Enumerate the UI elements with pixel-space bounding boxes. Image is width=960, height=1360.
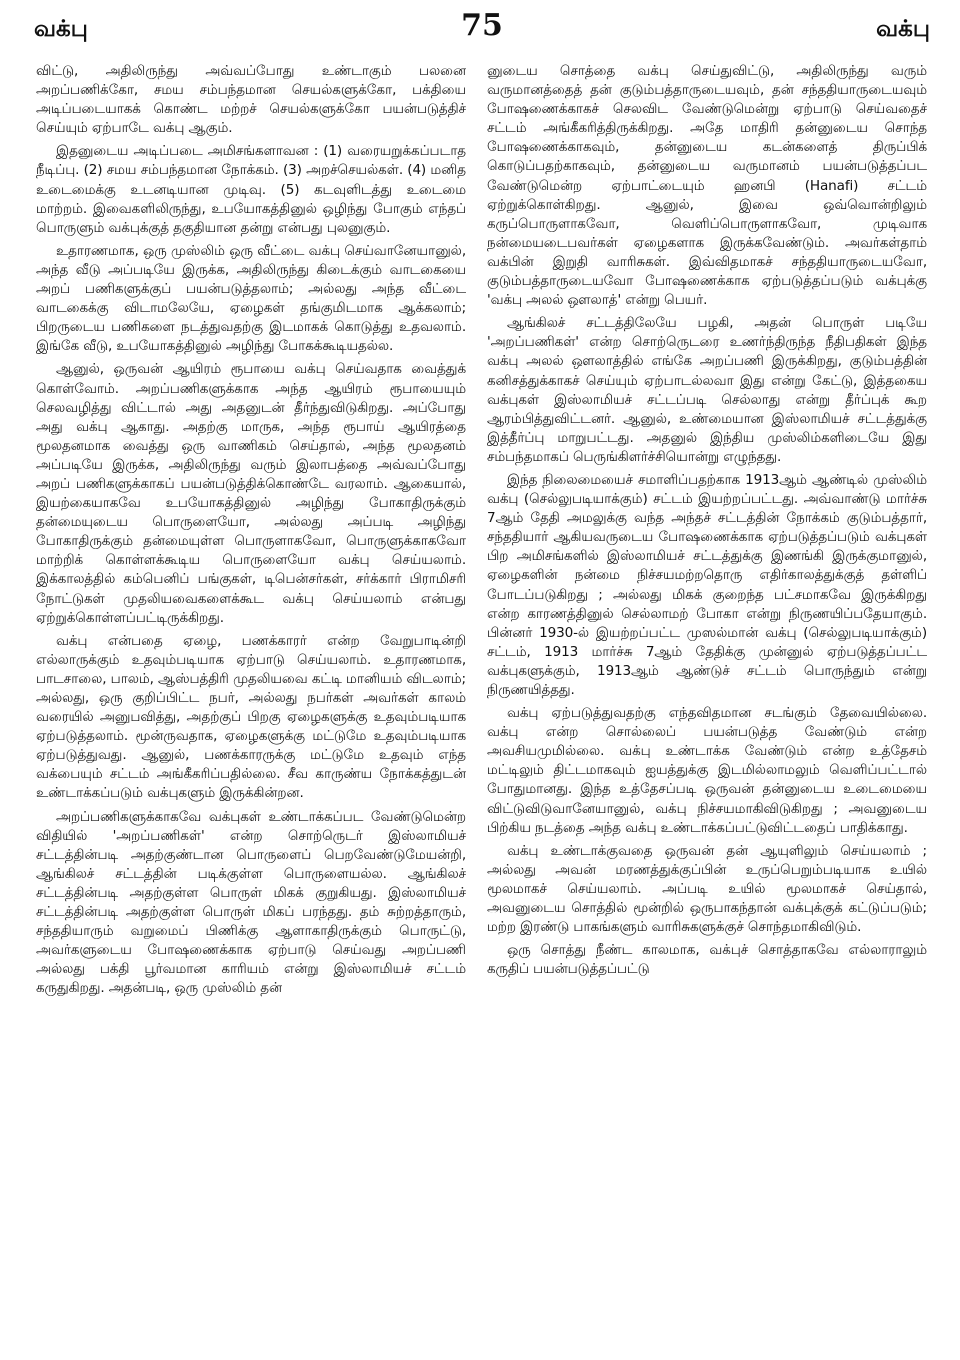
paragraph: உதாரணமாக, ஒரு முஸ்லிம் ஒரு வீட்டை வக்பு செய்வானேயானுல், அந்த வீடு அப்படியே இருக்க, அதிலிருந்து கிடைக்கும் வாடகையை அறப் பணிகளுக்குப் பயன்படுத்தலாம்; அல்லது அந்த வீட்டை வாடகைக்கு விடாமலேயே, ஏழைகள் தங்குமிடமாக ஆக்கலாம்; பிறருடைய பணிகளை நடத்துவதற்கு இடமாகக் கொடுத்து உதவலாம். இங்கே வீடு, உபயோகத்தினுல் அழிந்து போகக்கூடியதல்ல.	[36, 242, 466, 355]
paragraph: அறப்பணிகளுக்காகவே வக்புகள் உண்டாக்கப்பட வேண்டுமென்ற விதியில் 'அறப்பணிகள்' என்ற சொற்ருெடர் இஸ்லாமியச் சட்டத்தின்படி அதற்குண்டான பொருளைப் பெறவேண்டுமேயன்றி, ஆங்கிலச் சட்டத்தின் படிக்குள்ள பொருளையல்ல. ஆங்கிலச் சட்டத்தின்படி அதற்குள்ள பொருள் மிகக் குறுகியது. இஸ்லாமியச் சட்டத்தின்படி அதற்குள்ள பொருள் மிகப் பரந்தது. தம் சுற்றத்தாரும், சந்ததியாரும் வறுமைப் பிணிக்கு ஆளாகாதிருக்கும் பொருட்டு, அவர்களுடைய போஷணைக்காக ஏற்பாடு செய்வது அறப்பணி அல்லது பக்தி பூர்வமான காரியம் என்று இஸ்லாமியச் சட்டம் கருதுகிறது. அதன்படி, ஒரு முஸ்லிம் தன்	[36, 808, 466, 997]
page-header	[30, 8, 934, 50]
page-number: 75	[461, 8, 503, 43]
paragraph: னுடைய சொத்தை வக்பு செய்துவிட்டு, அதிலிருந்து வரும் வருமானத்தைத் தன் குடும்பத்தாருடையவும், தன் சந்ததியாருடையவும் போஷணைக்காகச் செலவிட வேண்டுமென்று ஏற்பாடு செய்வதைச் சட்டம் அங்கீகரித்திருக்கிறது. அதே மாதிரி தன்னுடைய சொந்த போஷணைக்காகவும், தன்னுடைய கடன்களைத் திருப்பிக் கொடுப்பதற்காகவும், தன்னுடைய வருமானம் பயன்படுத்தப்பட வேண்டுமென்ற ஏற்பாட்டையும் ஹனபி (Hanafi) சட்டம் ஏற்றுக்கொள்கிறது. ஆனுல், இவை ஒவ்வொன்றிலும் கருப்பொருளாகவோ, வெளிப்பொருளாகவோ, முடிவாக நன்மையடைபவர்கள் ஏழைகளாக இருக்கவேண்டும். அவர்கள்தாம் வக்பின் இறுதி வாரிசுகள். இவ்விதமாகச் சந்ததியாருடையவோ, குடும்பத்தாருடையவோ போஷணைக்காக ஏற்படுத்தப்படும் வக்புக்கு 'வக்பு அலல் ஔலாத்' என்று பெயர்.	[487, 63, 927, 309]
paragraph: வக்பு என்பதை ஏழை, பணக்காரர் என்ற வேறுபாடின்றி எல்லாருக்கும் உதவும்படியாக ஏற்பாடு செய்யலாம். உதாரணமாக, பாடசாலை, பாலம், ஆஸ்பத்திரி முதலியவை கட்டி மானியம் விடலாம்; அல்லது, ஒரு குறிப்பிட்ட நபர், அல்லது நபர்கள் அவர்கள் காலம் வரையில் அனுபவித்து, அதற்குப் பிறகு ஏழைகளுக்கு உதவும்படியாக ஏற்படுத்தலாம். மூன்ருவதாக, ஏழைகளுக்கு மட்டுமே உதவும்படியாக ஏற்படுத்துவது. ஆனுல், பணக்காரருக்கு மட்டுமே உதவும் எந்த வக்பையும் சட்டம் அங்கீகரிப்பதில்லை. சீவ காருண்ய நோக்கத்துடன் உண்டாக்கப்படும் வக்புகளும் இருக்கின்றன.	[36, 632, 466, 802]
paragraph: இதனுடைய அடிப்படை அமிசங்களாவன : (1) வரையறுக்கப்படாத நீடிப்பு. (2) சமய சம்பந்தமான நோக்கம். (3) அறச்செயல்கள். (4) மனித உடைமைக்கு உடனடியான முடிவு. (5) கடவுளிடத்து உடைமை மாற்றம். இவைகளிலிருந்து, உபயோகத்தினுல் ஒழிந்து போகும் எந்தப் பொருளும் வக்புக்குத் தகுதியான தன்று என்பது புலனுகும்.	[36, 143, 466, 236]
right-column	[487, 62, 927, 983]
paragraph: ஆனுல், ஒருவன் ஆயிரம் ரூபாயை வக்பு செய்வதாக வைத்துக் கொள்வோம். அறப்பணிகளுக்காக அந்த ஆயிரம் ரூபாயையும் செலவழித்து விட்டால் அது அதனுடன் தீர்ந்துவிடுகிறது. அப்போது அது வக்பு ஆகாது. அதற்கு மாருக, அந்த ரூபாய் ஆயிரத்தை மூலதனமாக வைத்து ஒரு வாணிகம் செய்தால், அந்த மூலதனம் அப்படியே இருக்க, அதிலிருந்து வரும் இலாபத்தை அவ்வப்போது அறப் பணிகளுக்காகப் பயன்படுத்திக்கொண்டே வரலாம். ஆகையால், இயற்கையாகவே உபயோகத்தினுல் அழிந்து போகாதிருக்கும் தன்மையுடைய பொருளையோ, அல்லது அப்படி அழிந்து போகாதிருக்கும் தன்மையுள்ள பொருளாகவோ, பொருளுக்காகவோ மாற்றிக் கொள்ளக்கூடிய பொருளையோ வக்பு செய்யலாம். இக்காலத்தில் கம்பெனிப் பங்குகள், டிபென்சர்கள், சர்க்கார் பிராமிசரி நோட்டுகள் முதலியவைகளைக்கூட வக்பு செய்யலாம் என்பது ஏற்றுக்கொள்ளப்பட்டிருக்கிறது.	[36, 361, 466, 626]
paragraph: ஒரு சொத்து நீண்ட காலமாக, வக்புச் சொத்தாகவே எல்லாராலும் கருதிப் பயன்படுத்தப்பட்டு	[487, 942, 927, 978]
paragraph: வக்பு உண்டாக்குவதை ஒருவன் தன் ஆயுளிலும் செய்யலாம் ; அல்லது அவன் மரணத்துக்குப்பின் உருப்பெறும்படியாக உயில் மூலமாகச் செய்யலாம். அப்படி உயில் மூலமாகச் செய்தால், அவனுடைய சொத்தில் மூன்றில் ஒருபாகந்தான் வக்புக்குக் கட்டுப்படும்; மற்ற இரண்டு பாகங்களும் வாரிசுகளுக்குச் சொந்தமாகிவிடும்.	[487, 842, 927, 936]
running-head-right: வக்பு	[876, 16, 930, 42]
paragraph: இந்த நிலைமையைச் சமாளிப்பதற்காக 1913ஆம் ஆண்டில் முஸ்லிம் வக்பு (செல்லுபடியாக்கும்) சட்டம் இயற்றப்பட்டது. அவ்வாண்டு மார்ச்சு 7ஆம் தேதி அமலுக்கு வந்த அந்தச் சட்டத்தின் நோக்கம் குடும்பத்தார், சந்ததியார் ஆகியவருடைய போஷணைக்காக ஏற்படுத்தப்படும் வக்புகள் பிற அமிசங்களில் இஸ்லாமியச் சட்டத்துக்கு இணங்கி இருக்குமானுல், ஏழைகளின் நன்மை நிச்சயமற்றதொரு எதிர்காலத்துக்குத் தள்ளிப் போடப்படுகிறது ; அல்லது மிகக் குறைந்த பட்சமாகவே இருக்கிறது என்ற காரணத்தினுல் செல்லாமற் போகா என்று நிருணயிப்பதேயாகும். பின்னர் 1930-ல் இயற்றப்பட்ட முஸல்மான் வக்பு (செல்லுபடியாக்கும்) சட்டம், 1913 மார்ச்சு 7ஆம் தேதிக்கு முன்னுல் ஏற்படுத்தப்பட்ட வக்புகளுக்கும், 1913ஆம் ஆண்டுச் சட்டம் பொருந்தும் என்று நிருணயித்தது.	[487, 471, 927, 698]
paragraph: விட்டு, அதிலிருந்து அவ்வப்போது உண்டாகும் பலனை அறப்பணிக்கோ, சமய சம்பந்தமான செயல்களுக்கோ, பக்தியை அடிப்படையாகக் கொண்ட மற்றச் செயல்களுக்கோ பயன்படுத்திச் செய்யும் ஏற்பாடே வக்பு ஆகும்.	[36, 63, 466, 137]
running-head-left: வக்பு	[34, 16, 88, 42]
paragraph: ஆங்கிலச் சட்டத்திலேயே பழகி, அதன் பொருள் படியே 'அறப்பணிகள்' என்ற சொற்ருெடரை உணர்ந்திருந்த நீதிபதிகள் இந்த வக்பு அலல் ஔலாத்தில் எங்கே அறப்பணி இருக்கிறது, குடும்பத்தின் கனிசத்துக்காகச் செய்யும் ஏற்பாடல்லவா இது என்று கேட்டு, இத்தகைய வக்புகள் இஸ்லாமியச் சட்டப்படி செல்லாது என்று தீர்ப்புக் கூற ஆரம்பித்துவிட்டனர். ஆனுல், உண்மையான இஸ்லாமியச் சட்டத்துக்கு இத்தீர்ப்பு மாறுபட்டது. அதனுல் இந்திய முஸ்லிம்களிடையே இது சம்பந்தமாகப் பெருங்கிளர்ச்சியொன்று எழுந்தது.	[487, 315, 927, 465]
left-column	[36, 62, 466, 1003]
paragraph: வக்பு ஏற்படுத்துவதற்கு எந்தவிதமான சடங்கும் தேவையில்லை. வக்பு என்ற சொல்லைப் பயன்படுத்த வேண்டும் என்ற அவசியமுமில்லை. வக்பு உண்டாக்க வேண்டும் என்ற உத்தேசம் மட்டிலும் திட்டமாகவும் ஐயத்துக்கு இடமில்லாமலும் வெளிப்பட்டால் போதுமானது. இந்த உத்தேசப்படி ஒருவன் தன்னுடைய உடைமையை விட்டுவிடுவானேயானுல், வக்பு நிச்சயமாகிவிடுகிறது ; அவனுடைய பிற்கிய நடத்தை அந்த வக்பு உண்டாக்கப்பட்டுவிட்டதைப் பாதிக்காது.	[487, 705, 927, 836]
